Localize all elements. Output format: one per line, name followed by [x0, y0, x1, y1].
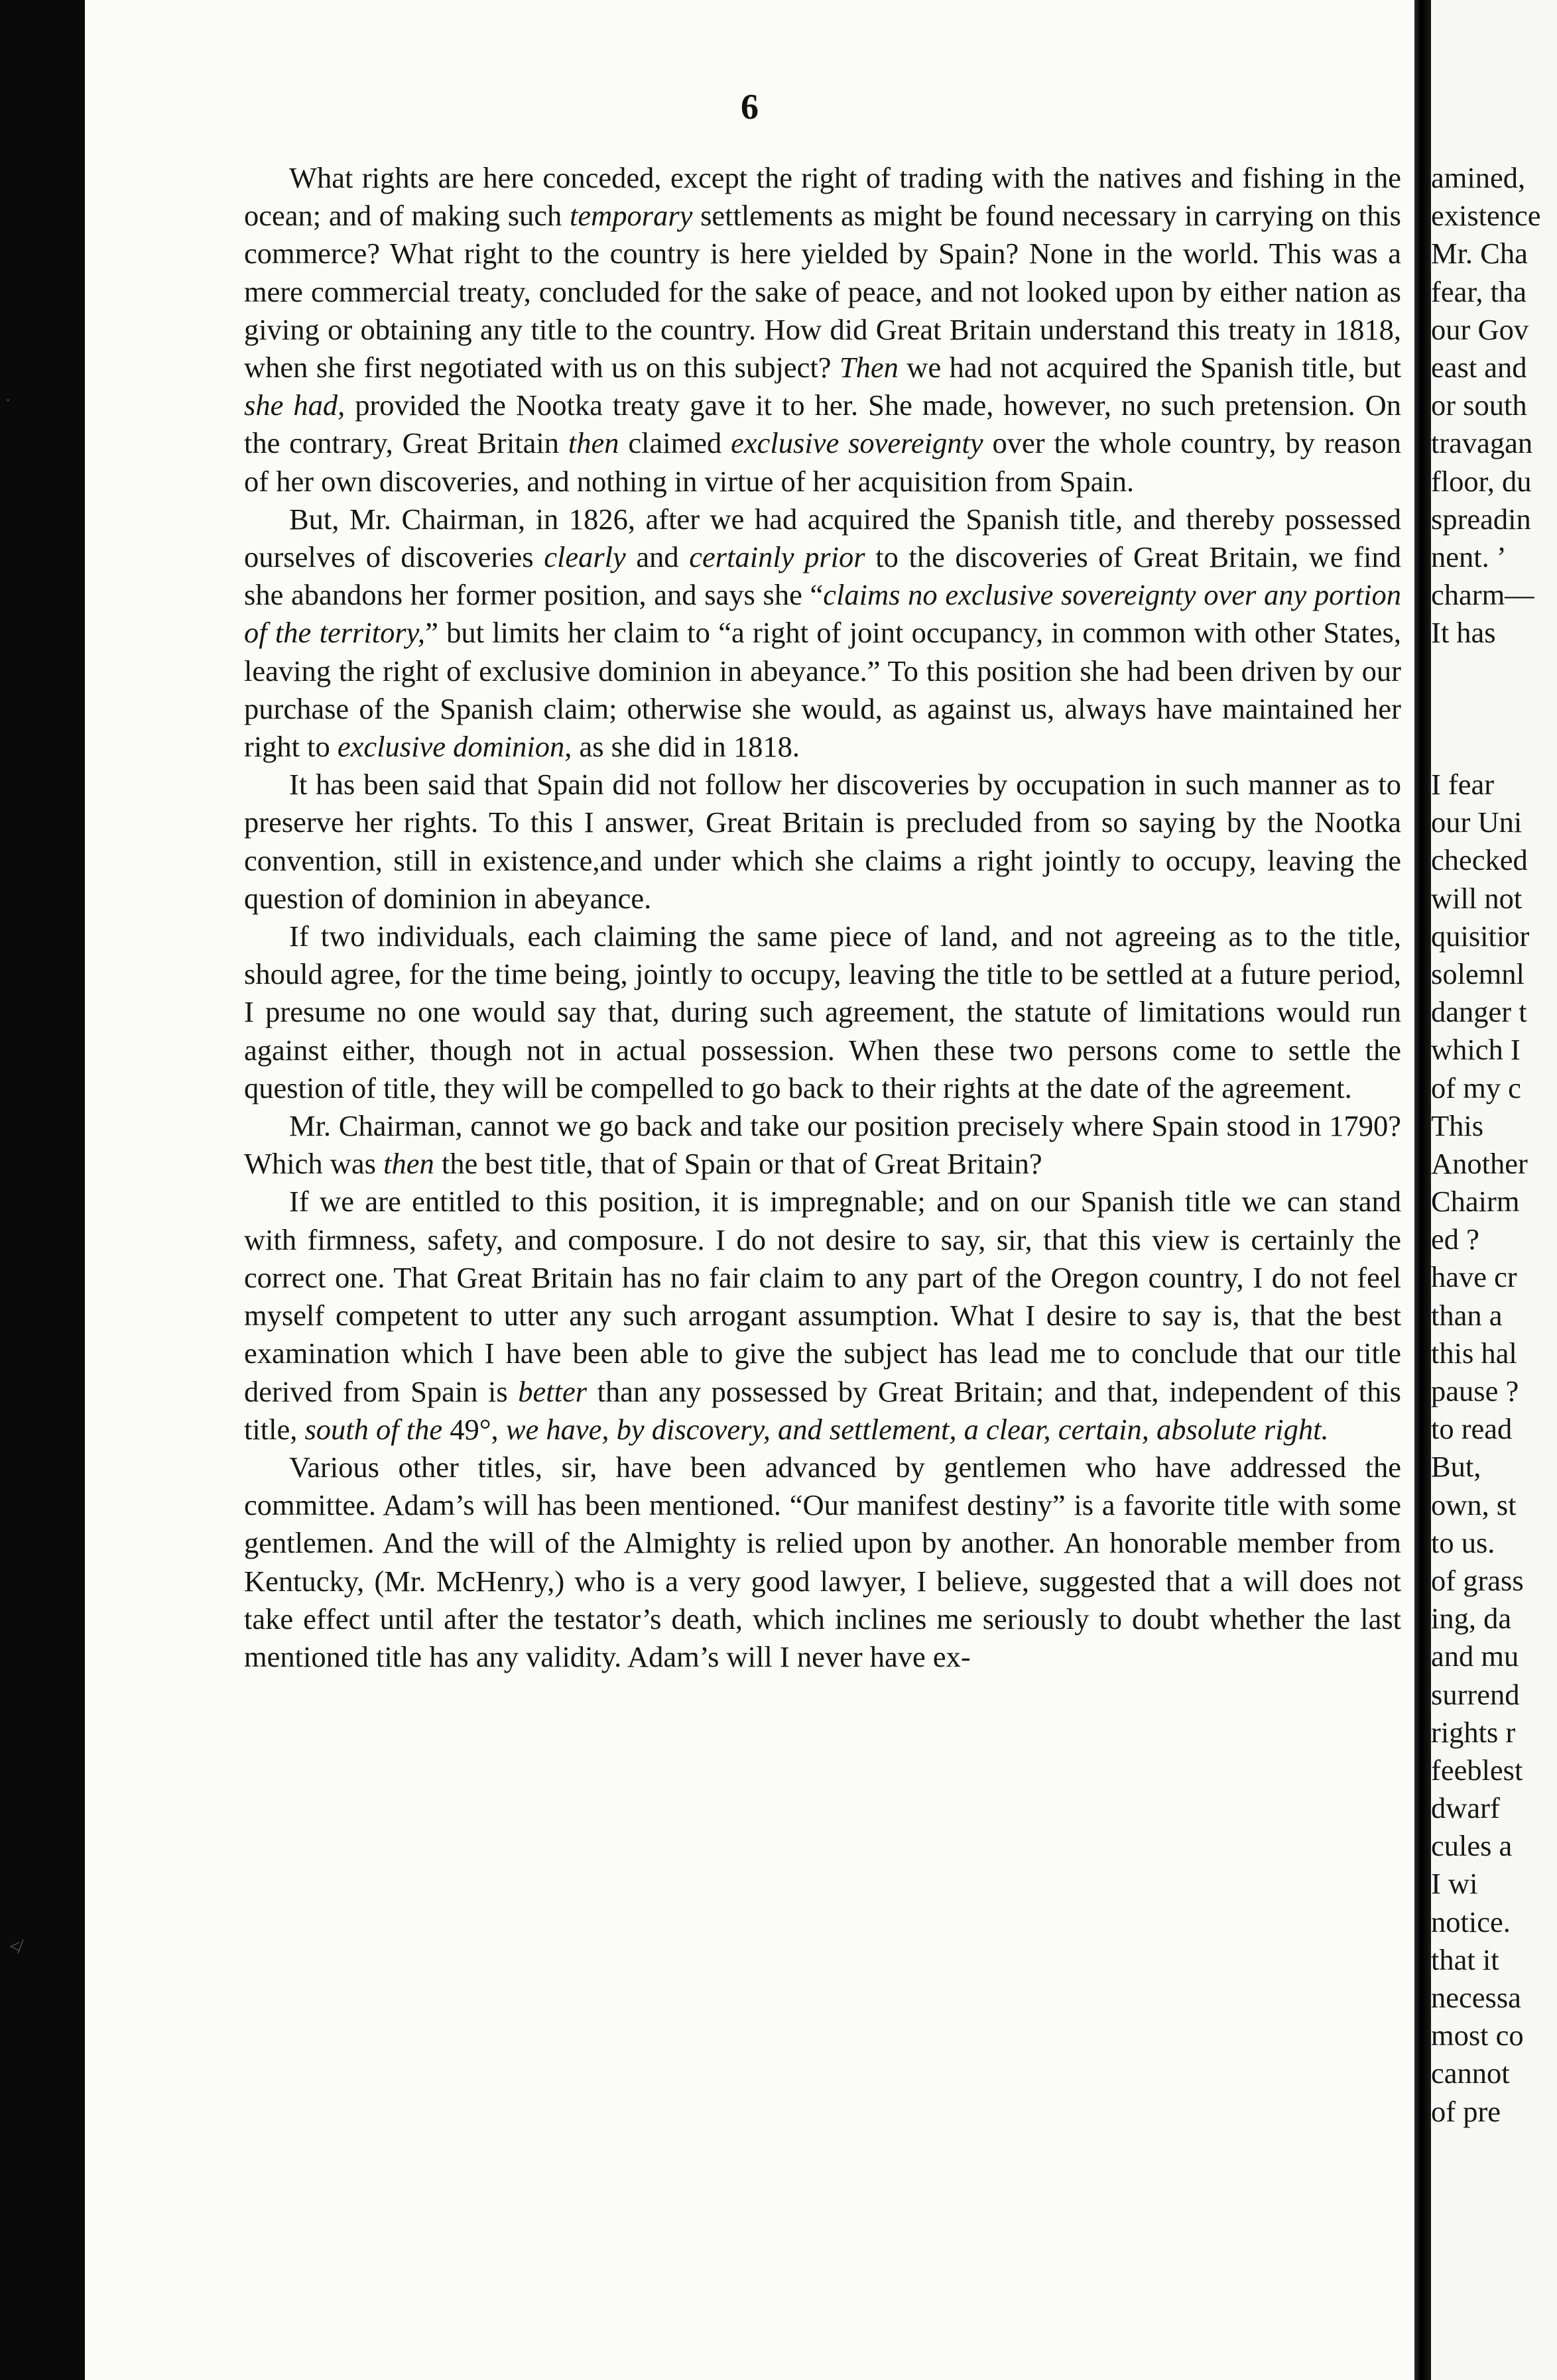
- book-gutter: [1414, 0, 1431, 2380]
- text-run: But, Mr. Chairman, in 1826, after we had acquired the Spanish title, and thereby possessed ourselves of discoveries: [244, 502, 1401, 574]
- text-run: If two individuals, each claiming the same piece of land, and not agreeing as to the title, should agree, for the time being, jointly to occupy, leaving the title to be settled at a future period, I presume no one would say that, during such agreement, the statute of limitations would run against either, though not in actual possession. When these two persons come to settle the question of title, they will be compelled to go back to their rights at the date of the agreement.: [244, 920, 1401, 1104]
- right-page-line: cannot: [1431, 2056, 1510, 2090]
- right-page-line: and mu: [1431, 1639, 1519, 1673]
- right-page-line: charm—: [1431, 578, 1534, 612]
- right-page-line: floor, du: [1431, 464, 1532, 498]
- text-run: than any possessed by Great Britain; and that, independent of this title,: [244, 1374, 1401, 1446]
- right-page-line: which I: [1431, 1033, 1521, 1067]
- right-page-line: have cr: [1431, 1260, 1517, 1294]
- right-page-line: checked: [1431, 843, 1528, 877]
- text-run: , as she did in 1818.: [564, 730, 800, 764]
- right-page-line: of pre: [1431, 2094, 1501, 2128]
- paragraph: [244, 766, 1401, 918]
- right-page-line: that it: [1431, 1942, 1499, 1976]
- right-page-line: ing, da: [1431, 1602, 1512, 1636]
- text-run: we had not acquired the Spanish title, but: [898, 351, 1401, 385]
- right-page-line: solemnl: [1431, 957, 1525, 990]
- right-page-line: This: [1431, 1108, 1484, 1142]
- right-page-line: spreadin: [1431, 502, 1531, 536]
- right-page-line: cules a: [1431, 1829, 1513, 1863]
- italic-run: south of the: [304, 1412, 443, 1446]
- right-page-line: amined,: [1431, 161, 1526, 194]
- text-run: If we are entitled to this position, it is impregnable; and on our Spanish title we can stand with firmness, safety, and composure. I do not desire to say, sir, that this view is certainly the correct one. That Great Britain has no fair claim to any part of the Oregon country, I do not feel myself competent to utter any such arrogant assumption. What I desire to say is, that the best examination which I have been able to give the subject has lead me to conclude that our title derived from Spain is: [244, 1185, 1401, 1408]
- italic-run: we have, by discovery, and settlement, a clear, certain, absolute right.: [505, 1412, 1329, 1446]
- page-body-text: [244, 159, 1401, 1676]
- paragraph: [244, 1183, 1401, 1448]
- italic-run: Then: [839, 351, 899, 385]
- right-page-line: nent. ’: [1431, 540, 1507, 573]
- right-page-line: or south: [1431, 388, 1527, 422]
- italic-run: then: [383, 1147, 434, 1181]
- right-page-line: ed ?: [1431, 1222, 1479, 1256]
- page-number: 6: [741, 87, 759, 127]
- right-page-partial-text: [1431, 159, 1557, 2131]
- text-run: It has been said that Spain did not follow her discoveries by occupation in such manner as to preserve her rights. To this I answer, Great Britain is precluded from so saying by the Nootka convention, still in existence,and under which she claims a right jointly to occupy, leaving the question of dominion in abeyance.: [244, 768, 1401, 915]
- right-page-line: most co: [1431, 2019, 1524, 2053]
- right-page-line: I fear: [1431, 768, 1495, 801]
- right-page-line: travagan: [1431, 426, 1533, 460]
- right-page-line: of my c: [1431, 1071, 1521, 1104]
- text-run: the best title, that of Spain or that of Great Britain?: [434, 1147, 1042, 1181]
- text-run: provided the Nootka treaty gave it to her. She made, however, no such pretension. On the contrary, Great Britain: [244, 388, 1401, 460]
- paragraph: [244, 159, 1401, 501]
- right-page-line: dwarf: [1431, 1791, 1500, 1825]
- text-run: ” but limits her claim to “a right of joint occupancy, in common with other States, leaving the right of exclusive dominion in abeyance.” To this position she had been driven by our purchase of the Spanish claim; otherwise she would, as against us, always have maintained her right to: [244, 616, 1401, 764]
- right-page-line: pause ?: [1431, 1374, 1519, 1407]
- italic-run: claims no exclusive sovereignty over any portion of the territory,: [244, 578, 1401, 650]
- text-run: claimed: [619, 426, 731, 460]
- right-page-line: It has: [1431, 616, 1496, 650]
- italic-run: then: [568, 426, 619, 460]
- right-page-line: this hal: [1431, 1336, 1517, 1370]
- paragraph: [244, 1107, 1401, 1183]
- right-page-line: existence: [1431, 199, 1541, 233]
- paragraph: [244, 918, 1401, 1107]
- right-page-line: rights r: [1431, 1715, 1516, 1749]
- right-page-line: danger t: [1431, 995, 1527, 1029]
- paragraph: [244, 501, 1401, 766]
- right-page-line: Mr. Cha: [1431, 237, 1528, 270]
- text-run: Various other titles, sir, have been advanced by gentlemen who have addressed the committee. Adam’s will has been mentioned. “Our manifest destiny” is a favorite title with some gentlemen. And the will of the Almighty is relied upon by another. An honorable member from Kentucky, (Mr. McHenry,) who is a very good lawyer, I believe, suggested that a will does not take effect until after the testator’s death, which inclines me seriously to doubt whether the last mentioned title has any validity. Adam’s will I never have ex-: [244, 1450, 1401, 1673]
- italic-run: exclusive sovereignty: [731, 426, 983, 460]
- right-page-line: necessa: [1431, 1981, 1521, 2014]
- text-run: and: [625, 540, 690, 574]
- right-page-line: east and: [1431, 350, 1527, 384]
- right-page-line: Chairm: [1431, 1185, 1520, 1219]
- right-page-line: Another: [1431, 1146, 1528, 1180]
- right-page-line: to read: [1431, 1412, 1513, 1446]
- scan-speck: ≮: [9, 1936, 21, 1958]
- italic-run: she had,: [244, 388, 345, 422]
- right-page-line: But,: [1431, 1450, 1481, 1484]
- right-page-line: [1431, 728, 1557, 766]
- text-run: What rights are here conceded, except the right of trading with the natives and fishing in the ocean; and of making such: [244, 161, 1401, 233]
- right-page-line: [1431, 690, 1557, 728]
- right-page-line: feeblest: [1431, 1753, 1523, 1787]
- right-page-line: than a: [1431, 1298, 1503, 1332]
- text-run: settlements as might be found necessary in carrying on this commerce? What right to the country is here yielded by Spain? None in the world. This was a mere commercial treaty, concluded for the sake of peace, and not looked upon by either nation as giving or obtaining any title to the country. How did Great Britain understand this treaty in 1818, when she first negotiated with us on this subject?: [244, 199, 1402, 385]
- right-page-line: to us.: [1431, 1525, 1495, 1559]
- italic-run: certainly prior: [689, 540, 865, 574]
- right-page-line: quisitior: [1431, 919, 1530, 953]
- text-run: over the whole country, by reason of her own discoveries, and nothing in virtue of her acquisition from Spain.: [244, 426, 1401, 498]
- italic-run: exclusive dominion: [337, 730, 565, 764]
- right-page-line: I wi: [1431, 1867, 1478, 1901]
- right-page-line: own, st: [1431, 1488, 1517, 1521]
- right-page-line: our Gov: [1431, 312, 1529, 346]
- scan-speck: ˑ: [5, 391, 11, 413]
- italic-run: better: [518, 1374, 588, 1408]
- right-page-line: our Uni: [1431, 805, 1523, 839]
- right-page-line: [1431, 652, 1557, 689]
- text-run: to the discoveries of Great Britain, we find she abandons her former position, and says she “: [244, 540, 1401, 612]
- right-page-line: surrend: [1431, 1677, 1520, 1711]
- italic-run: clearly: [544, 540, 626, 574]
- italic-run: temporary: [570, 199, 693, 233]
- right-page-line: fear, tha: [1431, 274, 1526, 308]
- right-page-line: will not: [1431, 881, 1523, 915]
- text-run: Mr. Chairman, cannot we go back and take our position precisely where Spain stood in 1790? Which was: [244, 1109, 1401, 1181]
- text-run: 49°,: [442, 1412, 506, 1446]
- paragraph: [244, 1449, 1401, 1676]
- right-page-line: of grass: [1431, 1563, 1524, 1597]
- right-page-line: notice.: [1431, 1905, 1511, 1938]
